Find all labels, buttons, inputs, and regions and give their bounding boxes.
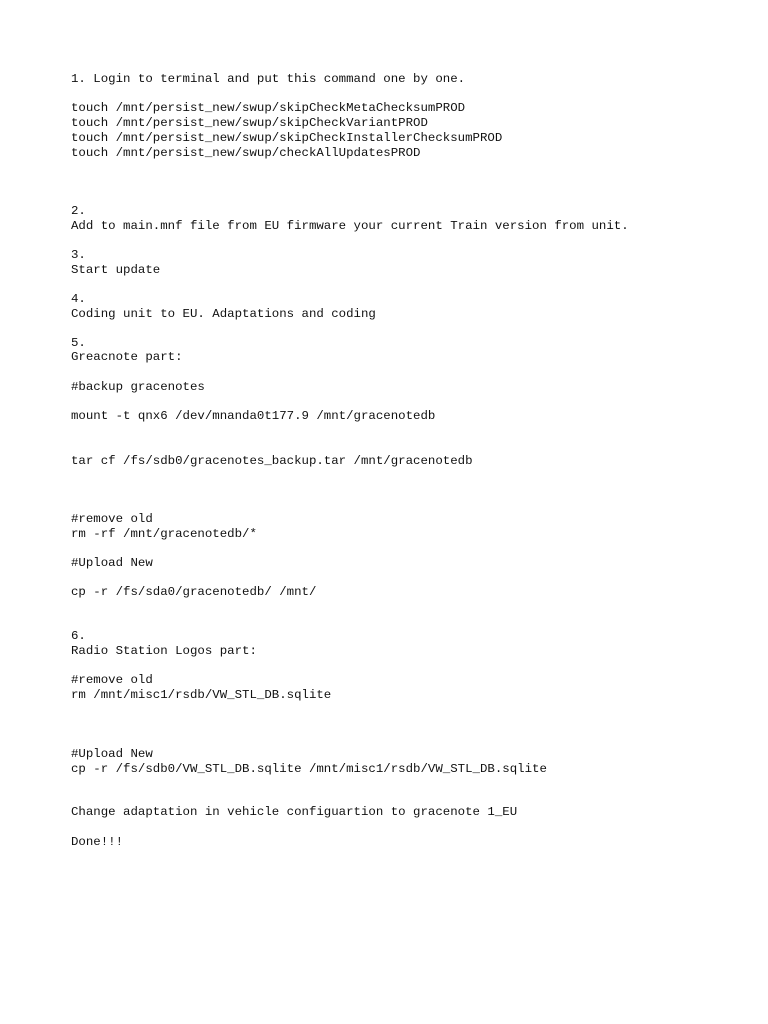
command-copy-gracenotedb: cp -r /fs/sda0/gracenotedb/ /mnt/	[71, 585, 317, 599]
comment-upload-new-logos: #Upload New	[71, 747, 153, 761]
step-2-instruction: Add to main.mnf file from EU firmware your current Train version from unit.	[71, 219, 629, 233]
step-5-heading: Greacnote part:	[71, 350, 183, 364]
step-3-number: 3.	[71, 248, 86, 262]
final-adaptation-instruction: Change adaptation in vehicle configuartion to gracenote 1_EU	[71, 805, 518, 819]
command-skip-installer-checksum: touch /mnt/persist_new/swup/skipCheckInstallerChecksumPROD	[71, 131, 503, 145]
command-copy-logo-db: cp -r /fs/sdb0/VW_STL_DB.sqlite /mnt/misc1/rsdb/VW_STL_DB.sqlite	[71, 762, 547, 776]
command-skip-meta-checksum: touch /mnt/persist_new/swup/skipCheckMetaChecksumPROD	[71, 101, 466, 115]
step-6-number: 6.	[71, 629, 86, 643]
step-3-instruction: Start update	[71, 263, 161, 277]
step-4-number: 4.	[71, 292, 86, 306]
command-rm-logo-db: rm /mnt/misc1/rsdb/VW_STL_DB.sqlite	[71, 688, 332, 702]
step-4-instruction: Coding unit to EU. Adaptations and coding	[71, 307, 376, 321]
comment-remove-old-logos: #remove old	[71, 673, 153, 687]
command-check-all-updates: touch /mnt/persist_new/swup/checkAllUpdatesPROD	[71, 146, 421, 160]
comment-remove-old-gracenote: #remove old	[71, 512, 153, 526]
command-tar-backup: tar cf /fs/sdb0/gracenotes_backup.tar /mnt/gracenotedb	[71, 454, 473, 468]
comment-upload-new-gracenote: #Upload New	[71, 556, 153, 570]
step-1-instruction: 1. Login to terminal and put this command one by one.	[71, 72, 466, 86]
comment-backup-gracenotes: #backup gracenotes	[71, 380, 205, 394]
step-2-number: 2.	[71, 204, 86, 218]
step-5-number: 5.	[71, 336, 86, 350]
done-text: Done!!!	[71, 835, 124, 849]
command-mount-gracenote: mount -t qnx6 /dev/mnanda0t177.9 /mnt/gracenotedb	[71, 409, 436, 423]
step-6-heading: Radio Station Logos part:	[71, 644, 257, 658]
command-rm-gracenotedb: rm -rf /mnt/gracenotedb/*	[71, 527, 257, 541]
command-skip-variant: touch /mnt/persist_new/swup/skipCheckVariantPROD	[71, 116, 428, 130]
